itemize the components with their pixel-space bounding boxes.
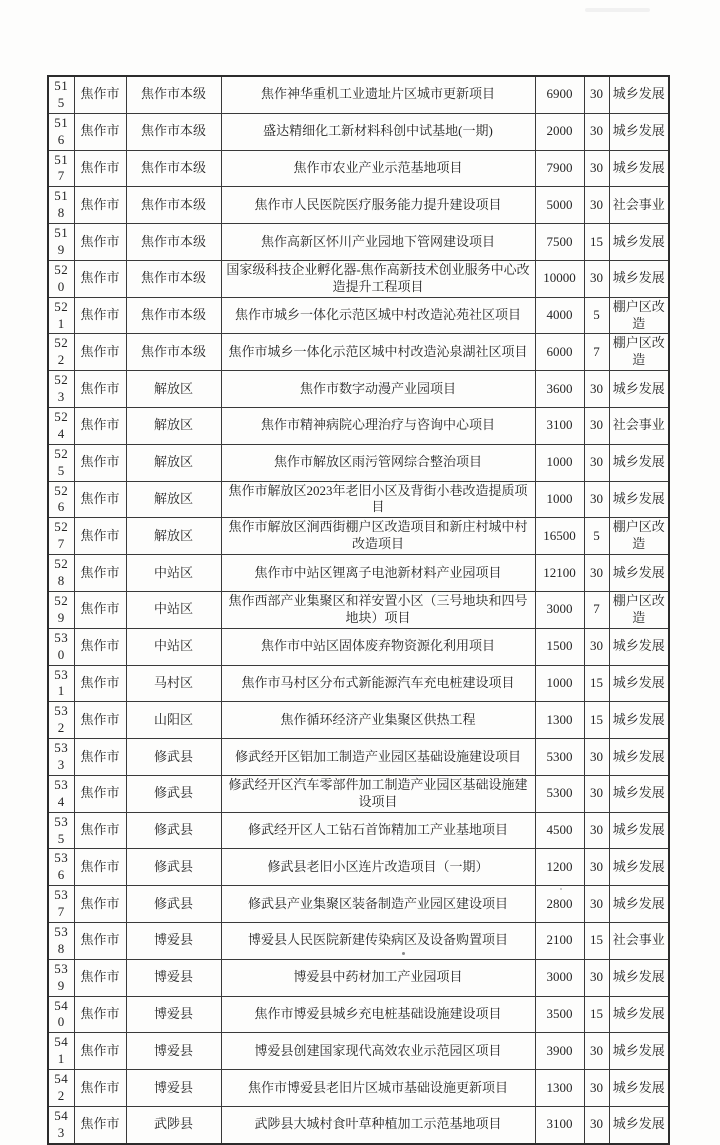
cell-term-years: 30 [584, 775, 609, 812]
cell-project-name: 修武经开区人工钻石首饰精加工产业基地项目 [221, 812, 535, 849]
cell-amount: 4500 [535, 812, 584, 849]
table-row [48, 922, 669, 959]
cell-term-years: 30 [584, 1070, 609, 1107]
cell-city: 焦作市 [74, 371, 126, 408]
cell-project-name: 焦作西部产业集聚区和祥安置小区（三号地块和四号地块）项目 [221, 591, 535, 628]
cell-amount: 7500 [535, 224, 584, 261]
cell-amount: 1000 [535, 481, 584, 518]
cell-category: 城乡发展 [609, 481, 669, 518]
cell-amount: 1500 [535, 628, 584, 665]
cell-serial-number: 526 [48, 481, 74, 518]
cell-serial-number: 540 [48, 996, 74, 1033]
table-row [48, 76, 669, 113]
cell-category: 城乡发展 [609, 628, 669, 665]
cell-amount: 1200 [535, 849, 584, 886]
cell-serial-number: 532 [48, 702, 74, 739]
table-row [48, 628, 669, 665]
cell-amount: 3000 [535, 591, 584, 628]
cell-city: 焦作市 [74, 959, 126, 996]
cell-district: 修武县 [126, 886, 221, 923]
cell-term-years: 30 [584, 1106, 609, 1143]
table-row [48, 518, 669, 555]
cell-district: 马村区 [126, 665, 221, 702]
cell-serial-number: 537 [48, 886, 74, 923]
cell-serial-number: 525 [48, 444, 74, 481]
cell-city: 焦作市 [74, 849, 126, 886]
cell-serial-number: 529 [48, 591, 74, 628]
cell-district: 修武县 [126, 739, 221, 776]
cell-category: 城乡发展 [609, 150, 669, 187]
cell-term-years: 15 [584, 665, 609, 702]
cell-category: 城乡发展 [609, 113, 669, 150]
cell-amount: 5300 [535, 775, 584, 812]
cell-term-years: 30 [584, 812, 609, 849]
cell-term-years: 15 [584, 224, 609, 261]
cell-category: 城乡发展 [609, 812, 669, 849]
cell-amount: 3900 [535, 1033, 584, 1070]
cell-city: 焦作市 [74, 76, 126, 113]
cell-category: 城乡发展 [609, 555, 669, 592]
cell-project-name: 焦作市博爱县老旧片区城市基础设施更新项目 [221, 1070, 535, 1107]
cell-project-name: 修武县产业集聚区装备制造产业园区建设项目 [221, 886, 535, 923]
cell-amount: 1300 [535, 1070, 584, 1107]
cell-project-name: 博爱县中药材加工产业园项目 [221, 959, 535, 996]
cell-term-years: 30 [584, 628, 609, 665]
cell-project-name: 博爱县人民医院新建传染病区及设备购置项目 [221, 922, 535, 959]
cell-category: 城乡发展 [609, 260, 669, 297]
table-row [48, 665, 669, 702]
cell-serial-number: 521 [48, 297, 74, 334]
cell-district: 中站区 [126, 591, 221, 628]
cell-category: 棚户区改造 [609, 297, 669, 334]
cell-category: 社会事业 [609, 187, 669, 224]
table-row [48, 224, 669, 261]
cell-serial-number: 533 [48, 739, 74, 776]
cell-district: 焦作市本级 [126, 76, 221, 113]
cell-amount: 5300 [535, 739, 584, 776]
cell-project-name: 修武经开区铝加工制造产业园区基础设施建设项目 [221, 739, 535, 776]
cell-category: 城乡发展 [609, 702, 669, 739]
cell-category: 城乡发展 [609, 1033, 669, 1070]
cell-category: 城乡发展 [609, 444, 669, 481]
cell-city: 焦作市 [74, 775, 126, 812]
cell-amount: 3500 [535, 996, 584, 1033]
cell-serial-number: 543 [48, 1106, 74, 1143]
cell-term-years: 5 [584, 518, 609, 555]
cell-city: 焦作市 [74, 187, 126, 224]
cell-category: 城乡发展 [609, 224, 669, 261]
scan-speck [560, 888, 562, 890]
project-table [47, 75, 670, 1145]
cell-district: 焦作市本级 [126, 260, 221, 297]
cell-city: 焦作市 [74, 702, 126, 739]
table-row [48, 702, 669, 739]
cell-amount: 3000 [535, 959, 584, 996]
cell-project-name: 焦作市农业产业示范基地项目 [221, 150, 535, 187]
cell-district: 修武县 [126, 775, 221, 812]
cell-city: 焦作市 [74, 518, 126, 555]
cell-district: 武陟县 [126, 1106, 221, 1143]
cell-amount: 12100 [535, 555, 584, 592]
cell-amount: 5000 [535, 187, 584, 224]
cell-project-name: 博爱县创建国家现代高效农业示范园区项目 [221, 1033, 535, 1070]
table-row [48, 591, 669, 628]
table-row [48, 150, 669, 187]
cell-project-name: 焦作市解放区雨污管网综合整治项目 [221, 444, 535, 481]
cell-serial-number: 516 [48, 113, 74, 150]
cell-term-years: 30 [584, 371, 609, 408]
cell-district: 博爱县 [126, 922, 221, 959]
cell-category: 社会事业 [609, 408, 669, 445]
cell-category: 城乡发展 [609, 775, 669, 812]
cell-term-years: 15 [584, 702, 609, 739]
cell-amount: 4000 [535, 297, 584, 334]
table-row [48, 555, 669, 592]
cell-term-years: 30 [584, 555, 609, 592]
cell-city: 焦作市 [74, 739, 126, 776]
cell-term-years: 30 [584, 150, 609, 187]
cell-amount: 7900 [535, 150, 584, 187]
cell-amount: 1300 [535, 702, 584, 739]
cell-city: 焦作市 [74, 628, 126, 665]
cell-category: 城乡发展 [609, 849, 669, 886]
cell-amount: 1000 [535, 665, 584, 702]
cell-project-name: 修武县老旧小区连片改造项目（一期） [221, 849, 535, 886]
table-row [48, 886, 669, 923]
cell-city: 焦作市 [74, 297, 126, 334]
cell-project-name: 焦作市城乡一体化示范区城中村改造沁苑社区项目 [221, 297, 535, 334]
cell-project-name: 焦作市中站区固体废弃物资源化利用项目 [221, 628, 535, 665]
cell-city: 焦作市 [74, 665, 126, 702]
cell-district: 解放区 [126, 408, 221, 445]
cell-district: 焦作市本级 [126, 187, 221, 224]
cell-serial-number: 522 [48, 334, 74, 371]
cell-serial-number: 515 [48, 76, 74, 113]
cell-amount: 3600 [535, 371, 584, 408]
cell-district: 焦作市本级 [126, 113, 221, 150]
cell-category: 城乡发展 [609, 76, 669, 113]
cell-term-years: 15 [584, 996, 609, 1033]
cell-category: 城乡发展 [609, 1106, 669, 1143]
cell-term-years: 15 [584, 922, 609, 959]
cell-city: 焦作市 [74, 224, 126, 261]
table-row [48, 334, 669, 371]
cell-term-years: 7 [584, 334, 609, 371]
scan-speck [402, 952, 405, 955]
cell-district: 解放区 [126, 518, 221, 555]
cell-amount: 10000 [535, 260, 584, 297]
cell-category: 城乡发展 [609, 959, 669, 996]
cell-serial-number: 541 [48, 1033, 74, 1070]
project-table-body [48, 76, 669, 1144]
cell-serial-number: 531 [48, 665, 74, 702]
cell-serial-number: 518 [48, 187, 74, 224]
table-row [48, 297, 669, 334]
cell-project-name: 焦作市博爱县城乡充电桩基础设施建设项目 [221, 996, 535, 1033]
cell-project-name: 焦作市解放区涧西街棚户区改造项目和新庄村城中村改造项目 [221, 518, 535, 555]
cell-city: 焦作市 [74, 481, 126, 518]
cell-category: 棚户区改造 [609, 334, 669, 371]
cell-term-years: 7 [584, 591, 609, 628]
cell-serial-number: 535 [48, 812, 74, 849]
cell-district: 山阳区 [126, 702, 221, 739]
cell-city: 焦作市 [74, 555, 126, 592]
cell-amount: 6000 [535, 334, 584, 371]
table-row [48, 1033, 669, 1070]
cell-district: 焦作市本级 [126, 224, 221, 261]
cell-city: 焦作市 [74, 150, 126, 187]
cell-project-name: 焦作神华重机工业遗址片区城市更新项目 [221, 76, 535, 113]
cell-district: 中站区 [126, 628, 221, 665]
cell-city: 焦作市 [74, 1070, 126, 1107]
table-row [48, 812, 669, 849]
cell-term-years: 30 [584, 260, 609, 297]
cell-term-years: 30 [584, 481, 609, 518]
cell-category: 城乡发展 [609, 996, 669, 1033]
cell-project-name: 焦作市数字动漫产业园项目 [221, 371, 535, 408]
cell-city: 焦作市 [74, 408, 126, 445]
cell-term-years: 30 [584, 959, 609, 996]
cell-district: 博爱县 [126, 1033, 221, 1070]
cell-district: 焦作市本级 [126, 334, 221, 371]
cell-district: 焦作市本级 [126, 150, 221, 187]
table-row [48, 775, 669, 812]
cell-amount: 2100 [535, 922, 584, 959]
cell-category: 城乡发展 [609, 665, 669, 702]
cell-city: 焦作市 [74, 996, 126, 1033]
table-row [48, 371, 669, 408]
cell-project-name: 焦作循环经济产业集聚区供热工程 [221, 702, 535, 739]
cell-district: 解放区 [126, 444, 221, 481]
cell-project-name: 修武经开区汽车零部件加工制造产业园区基础设施建设项目 [221, 775, 535, 812]
cell-city: 焦作市 [74, 334, 126, 371]
cell-project-name: 焦作市中站区锂离子电池新材料产业园项目 [221, 555, 535, 592]
cell-category: 棚户区改造 [609, 518, 669, 555]
cell-serial-number: 523 [48, 371, 74, 408]
cell-term-years: 5 [584, 297, 609, 334]
table-row [48, 113, 669, 150]
cell-city: 焦作市 [74, 1033, 126, 1070]
table-row [48, 959, 669, 996]
cell-project-name: 焦作市精神病院心理治疗与咨询中心项目 [221, 408, 535, 445]
table-row [48, 444, 669, 481]
cell-amount: 3100 [535, 1106, 584, 1143]
cell-district: 焦作市本级 [126, 297, 221, 334]
cell-city: 焦作市 [74, 113, 126, 150]
cell-term-years: 30 [584, 187, 609, 224]
cell-project-name: 国家级科技企业孵化器-焦作高新技术创业服务中心改造提升工程项目 [221, 260, 535, 297]
table-row [48, 739, 669, 776]
cell-project-name: 焦作市人民医院医疗服务能力提升建设项目 [221, 187, 535, 224]
cell-serial-number: 527 [48, 518, 74, 555]
cell-city: 焦作市 [74, 591, 126, 628]
cell-serial-number: 534 [48, 775, 74, 812]
cell-serial-number: 528 [48, 555, 74, 592]
cell-city: 焦作市 [74, 1106, 126, 1143]
cell-category: 城乡发展 [609, 739, 669, 776]
cell-project-name: 焦作市城乡一体化示范区城中村改造沁泉湖社区项目 [221, 334, 535, 371]
table-row [48, 1106, 669, 1143]
cell-project-name: 焦作市马村区分布式新能源汽车充电桩建设项目 [221, 665, 535, 702]
cell-serial-number: 536 [48, 849, 74, 886]
cell-category: 社会事业 [609, 922, 669, 959]
scan-artifact [585, 8, 650, 12]
cell-term-years: 30 [584, 113, 609, 150]
cell-district: 博爱县 [126, 996, 221, 1033]
table-row [48, 187, 669, 224]
table-row [48, 849, 669, 886]
cell-project-name: 焦作市解放区2023年老旧小区及背街小巷改造提质项目 [221, 481, 535, 518]
scan-speck [367, 978, 369, 980]
cell-amount: 3100 [535, 408, 584, 445]
table-row [48, 408, 669, 445]
table-row [48, 996, 669, 1033]
cell-project-name: 盛达精细化工新材料科创中试基地(一期) [221, 113, 535, 150]
cell-amount: 16500 [535, 518, 584, 555]
cell-district: 解放区 [126, 481, 221, 518]
cell-district: 解放区 [126, 371, 221, 408]
cell-district: 中站区 [126, 555, 221, 592]
cell-serial-number: 539 [48, 959, 74, 996]
cell-amount: 1000 [535, 444, 584, 481]
cell-serial-number: 530 [48, 628, 74, 665]
table-row [48, 260, 669, 297]
cell-amount: 6900 [535, 76, 584, 113]
cell-term-years: 30 [584, 739, 609, 776]
cell-district: 修武县 [126, 812, 221, 849]
cell-term-years: 30 [584, 76, 609, 113]
cell-amount: 2000 [535, 113, 584, 150]
cell-district: 博爱县 [126, 1070, 221, 1107]
cell-project-name: 焦作高新区怀川产业园地下管网建设项目 [221, 224, 535, 261]
cell-category: 城乡发展 [609, 886, 669, 923]
cell-serial-number: 542 [48, 1070, 74, 1107]
cell-category: 城乡发展 [609, 1070, 669, 1107]
cell-serial-number: 519 [48, 224, 74, 261]
cell-district: 修武县 [126, 849, 221, 886]
cell-city: 焦作市 [74, 444, 126, 481]
cell-city: 焦作市 [74, 260, 126, 297]
cell-serial-number: 520 [48, 260, 74, 297]
cell-term-years: 30 [584, 444, 609, 481]
cell-term-years: 30 [584, 408, 609, 445]
cell-term-years: 30 [584, 849, 609, 886]
cell-serial-number: 517 [48, 150, 74, 187]
cell-city: 焦作市 [74, 812, 126, 849]
cell-amount: 2800 [535, 886, 584, 923]
cell-city: 焦作市 [74, 922, 126, 959]
cell-project-name: 武陟县大城村食叶草种植加工示范基地项目 [221, 1106, 535, 1143]
cell-category: 棚户区改造 [609, 591, 669, 628]
cell-category: 城乡发展 [609, 371, 669, 408]
cell-serial-number: 538 [48, 922, 74, 959]
cell-term-years: 30 [584, 1033, 609, 1070]
cell-city: 焦作市 [74, 886, 126, 923]
cell-term-years: 30 [584, 886, 609, 923]
cell-serial-number: 524 [48, 408, 74, 445]
cell-district: 博爱县 [126, 959, 221, 996]
table-row [48, 1070, 669, 1107]
table-row [48, 481, 669, 518]
